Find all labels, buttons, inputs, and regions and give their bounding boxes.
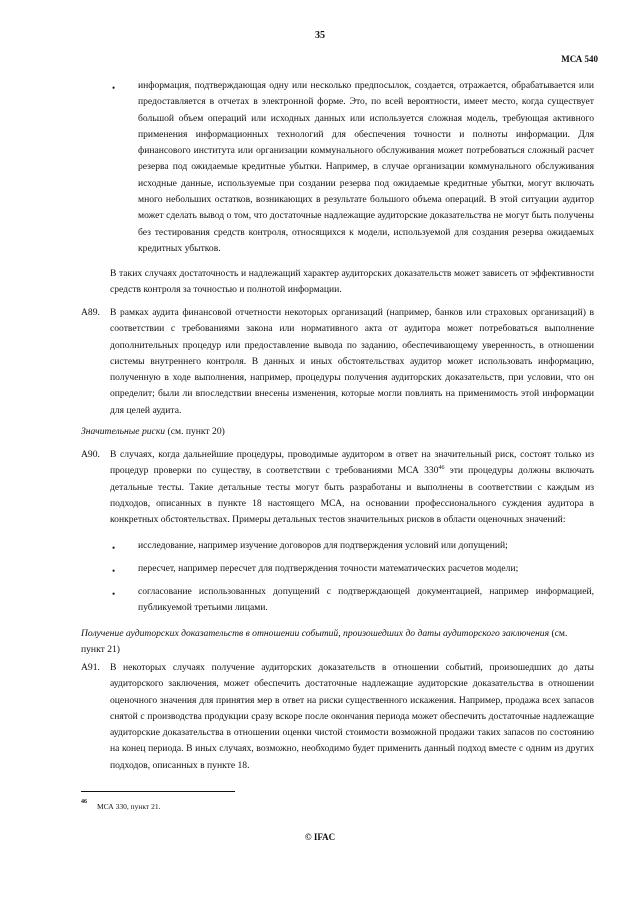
heading-significant-risks bbox=[81, 424, 225, 440]
paragraph-label-a90: A90. bbox=[81, 449, 100, 460]
footnote-number: 46 bbox=[81, 799, 87, 805]
heading-ref: (см. пункт 20) bbox=[165, 426, 225, 437]
footnote-divider bbox=[81, 791, 235, 792]
heading-subsequent-events bbox=[81, 626, 581, 659]
bullet-marker: • bbox=[112, 83, 116, 93]
footnote-ref: 46 bbox=[438, 465, 445, 472]
paragraph-a90 bbox=[110, 447, 594, 528]
paragraph-label-a89: A89. bbox=[81, 307, 100, 318]
standard-code: МСА 540 bbox=[561, 54, 598, 64]
a90-text-before: В случаях, когда дальнейшие процедуры, проводимые аудитором в ответ на значительный риск, состоят только из процедур проверки по существу, в соответствии с требованиями МСА 330 bbox=[110, 449, 594, 477]
copyright-footer: © IFAC bbox=[304, 832, 336, 842]
a90-bullet-1: исследование, например изучение договоров для подтверждения условий или допущений; bbox=[138, 540, 508, 551]
paragraph-a89: В рамках аудита финансовой отчетности некоторых организаций (например, банков или страховых организаций) в соответствии с требованиями закона или нормативного акта от аудитора может потребоваться выполнение дополнительных процедур или предоставление вывода по заданию, обеспечивающему уверенность, в отношении системы внутреннего контроля. В данных и иных обстоятельствах аудитор может использовать информацию, полученную в ходе выполнения, например, процедуры получения аудиторских доказательств, при условии, что он определит; были ли впоследствии внесены изменения, которые могли повлиять на применимость этой информации для целей аудита. bbox=[110, 307, 594, 416]
paragraph-cases: В таких случаях достаточность и надлежащий характер аудиторских доказательств может зависеть от эффективности средств контроля за точностью и полнотой информации. bbox=[110, 268, 594, 296]
heading-ref: (см. пункт 21) bbox=[81, 628, 568, 656]
a90-text-after: эти процедуры должны включать детальные тесты. Такие детальные тесты могут быть разработаны и выполнены в соответствии с каждым из подходов, описанных в пункте 18 настоящего МСА, на основании профессионального суждения аудитора в конкретных обстоятельствах. Примеры детальных тестов значительных рисков в области оценочных значений: bbox=[110, 465, 594, 526]
paragraph-a91: В некоторых случаях получение аудиторских доказательств в отношении событий, произошедших до даты аудиторского заключения, может обеспечить достаточные надлежащие аудиторские доказательства в отношении оценочного значения для принятия мер в ответ на риски существенного искажения. Например, продажа всех запасов снятой с производства продукции сразу вскоре после окончания периода может обеспечить достаточные надлежащие аудиторские доказательства в отношении оценки чистой стоимости возможной продажи таких запасов по состоянию на конец периода. В иных случаях, возможно, необходимо будет применить данный подход вместе с одним из других подходов, описанных в пункте 18. bbox=[110, 662, 594, 771]
top-bullet-text: информация, подтверждающая одну или несколько предпосылок, создается, отражается, обрабатывается или предоставляется в отчетах в электронной форме. Это, по всей вероятности, имеет место, когда существует большой объем операций или исходных данных или используется сложная модель, требующая активного применения информационных технологий для обеспечения точности и полноты информации. Для финансового института или организации коммунального обслуживания может потребоваться сложный расчет резерва под ожидаемые кредитные убытки. Например, в случае организации коммунального обслуживания исходные данные, используемые при создании резерва под ожидаемые кредитные убытки, могут включать много небольших остатков, возникающих в результате большого объема операций. В этой ситуации аудитор может сделать вывод о том, что достаточные надлежащие аудиторские доказательства не могут быть получены без тестирования средств контроля, относящихся к модели, используемой для создания резерва ожидаемых кредитных убытков. bbox=[138, 80, 594, 254]
footnote-text: МСА 330, пункт 21. bbox=[97, 802, 161, 811]
a90-bullet-3: согласование использованных допущений с подтверждающей документацией, например информацией, публикуемой третьими лицами. bbox=[138, 586, 594, 614]
bullet-marker: • bbox=[112, 543, 116, 553]
bullet-marker: • bbox=[112, 566, 116, 576]
heading-title: Получение аудиторских доказательств в отношении событий, произошедших до даты аудиторского заключения bbox=[81, 628, 550, 639]
page-number: 35 bbox=[315, 30, 325, 41]
a90-bullet-2: пересчет, например пересчет для подтверждения точности математических расчетов модели; bbox=[138, 563, 519, 574]
bullet-marker: • bbox=[112, 589, 116, 599]
heading-title: Значительные риски bbox=[81, 426, 166, 437]
paragraph-label-a91: A91. bbox=[81, 662, 100, 673]
